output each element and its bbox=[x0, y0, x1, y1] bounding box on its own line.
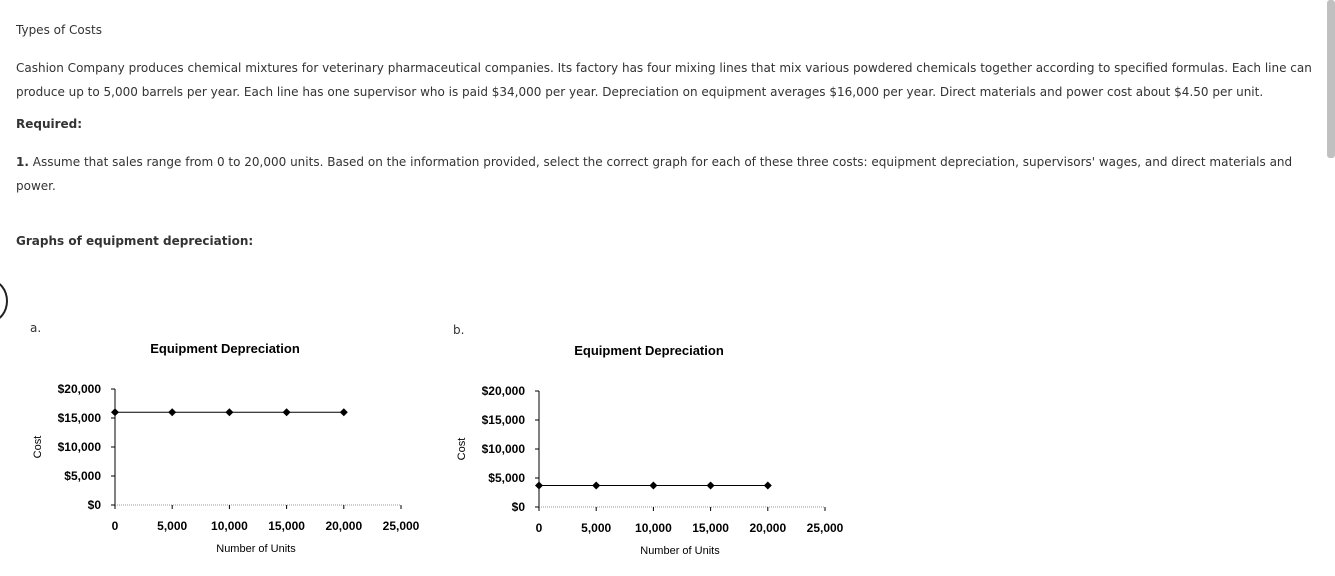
x-tick-label: 0 bbox=[535, 521, 543, 535]
x-tick-label: 15,000 bbox=[692, 521, 729, 535]
question-number: 1. bbox=[16, 155, 29, 169]
y-tick-label: $0 bbox=[511, 500, 525, 514]
x-tick-label: 0 bbox=[111, 519, 119, 533]
chart-title: Equipment Depreciation bbox=[574, 343, 724, 358]
chart-title: Equipment Depreciation bbox=[150, 341, 300, 356]
x-axis-label: Number of Units bbox=[216, 543, 296, 555]
question-text: Assume that sales range from 0 to 20,000 units. Based on the information provided, select the correct graph for each of these three costs: equipment depreciation, supervisors' wages, and direct materials and power. bbox=[16, 155, 1293, 193]
data-point bbox=[764, 482, 772, 490]
y-tick-label: $5,000 bbox=[488, 471, 525, 485]
y-axis-label: Cost bbox=[456, 437, 468, 461]
y-tick-label: $15,000 bbox=[481, 413, 525, 427]
graphs-heading: Graphs of equipment depreciation: bbox=[16, 234, 254, 248]
page-title: Types of Costs bbox=[16, 23, 102, 37]
x-tick-label: 20,000 bbox=[749, 521, 787, 535]
x-tick-label: 25,000 bbox=[806, 521, 844, 535]
x-axis-label: Number of Units bbox=[640, 545, 720, 557]
option-a-label[interactable]: a. bbox=[30, 321, 42, 335]
y-tick-label: $10,000 bbox=[57, 440, 101, 454]
required-label: Required: bbox=[16, 117, 83, 131]
y-tick-label: $5,000 bbox=[64, 469, 101, 483]
x-tick-label: 20,000 bbox=[325, 519, 363, 533]
x-tick-label: 5,000 bbox=[157, 519, 188, 533]
y-tick-label: $10,000 bbox=[481, 442, 525, 456]
data-point bbox=[535, 482, 543, 490]
x-tick-label: 5,000 bbox=[581, 521, 612, 535]
x-tick-label: 10,000 bbox=[211, 519, 248, 533]
data-point bbox=[649, 482, 657, 490]
problem-paragraph: Cashion Company produces chemical mixtures for veterinary pharmaceutical companies. Its factory has four mixing lines that mix various powdered chemicals together according to specified formulas. Each line can produce up to 5,000 barrels per year. Each line has one supervisor who is paid $34,000 per year. Depreciation on equipment averages $16,000 per year. Direct materials and power cost about $4.50 per unit. bbox=[16, 61, 1312, 99]
x-tick-label: 10,000 bbox=[635, 521, 672, 535]
data-point bbox=[592, 482, 600, 490]
y-axis-label: Cost bbox=[32, 435, 44, 459]
x-tick-label: 25,000 bbox=[382, 519, 420, 533]
option-b-label[interactable]: b. bbox=[453, 323, 465, 337]
x-tick-label: 15,000 bbox=[268, 519, 305, 533]
y-tick-label: $15,000 bbox=[57, 411, 101, 425]
y-tick-label: $20,000 bbox=[481, 384, 525, 398]
y-tick-label: $20,000 bbox=[57, 382, 101, 396]
y-tick-label: $0 bbox=[87, 498, 101, 512]
data-point bbox=[707, 482, 715, 490]
